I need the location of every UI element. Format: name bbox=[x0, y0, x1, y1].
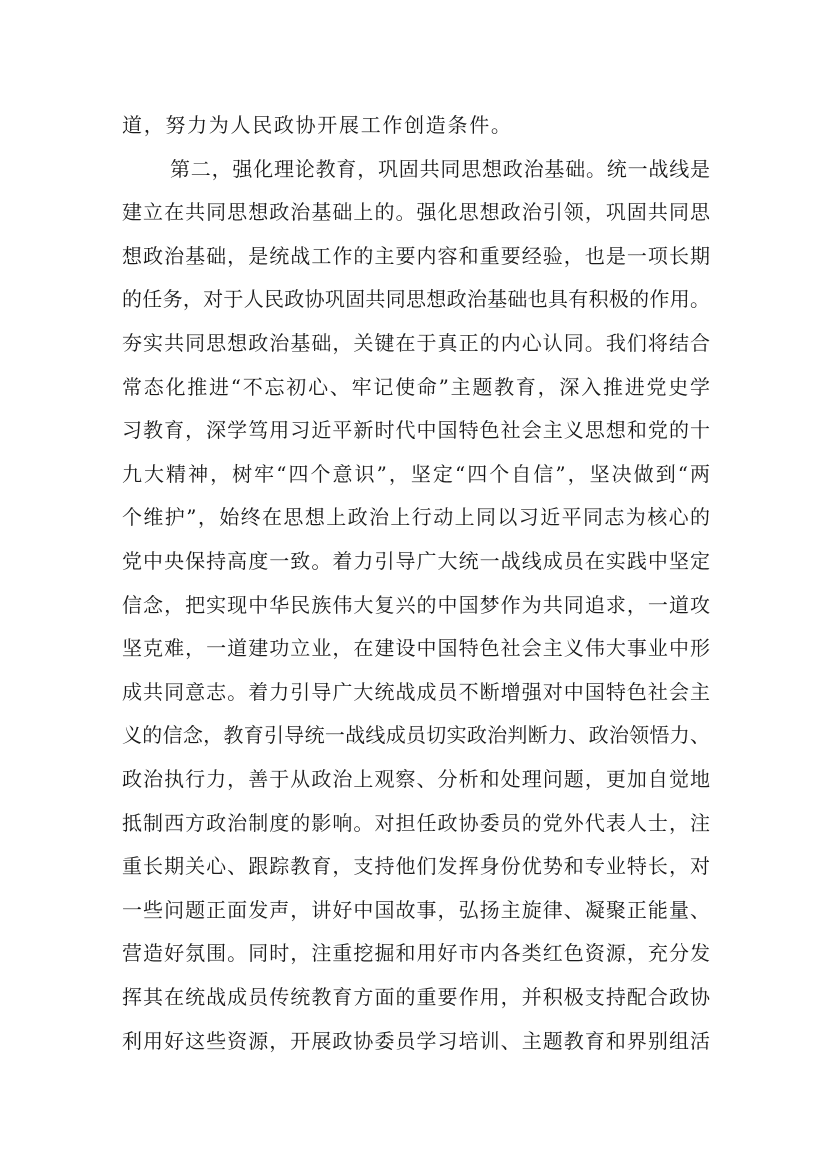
text-line: 的任务，对于人民政协巩固共同思想政治基础也具有积极的作用。 bbox=[122, 287, 710, 312]
text-line: 个维护”，始终在思想上政治上行动上同以习近平同志为核心的 bbox=[122, 505, 710, 530]
text-line: 想政治基础，是统战工作的主要内容和重要经验，也是一项长期 bbox=[122, 243, 710, 268]
text-line: 营造好氛围。同时，注重挖掘和用好市内各类红色资源，充分发 bbox=[122, 941, 710, 966]
text-line: 党中央保持高度一致。着力引导广大统一战线成员在实践中坚定 bbox=[122, 549, 710, 573]
text-line: 习教育，深学笃用习近平新时代中国特色社会主义思想和党的十 bbox=[122, 418, 710, 443]
text-line: 夯实共同思想政治基础，关键在于真正的内心认同。我们将结合 bbox=[122, 331, 710, 355]
text-line: 信念，把实现中华民族伟大复兴的中国梦作为共同追求，一道攻 bbox=[122, 592, 710, 617]
text-line: 常态化推进“不忘初心、牢记使命”主题教育，深入推进党史学 bbox=[122, 374, 710, 399]
text-line: 第二，强化理论教育，巩固共同思想政治基础。统一战线是 bbox=[170, 156, 710, 181]
text-line: 政治执行力，善于从政治上观察、分析和处理问题，更加自觉地 bbox=[122, 767, 710, 791]
text-line: 抵制西方政治制度的影响。对担任政协委员的党外代表人士，注 bbox=[122, 810, 710, 835]
text-line: 建立在共同思想政治基础上的。强化思想政治引领，巩固共同思 bbox=[122, 200, 710, 225]
text-line: 道，努力为人民政协开展工作创造条件。 bbox=[122, 113, 513, 137]
text-line: 义的信念，教育引导统一战线成员切实政治判断力、政治领悟力、 bbox=[122, 723, 710, 748]
text-line: 成共同意志。着力引导广大统战成员不断增强对中国特色社会主 bbox=[122, 679, 710, 704]
text-line: 挥其在统战成员传统教育方面的重要作用，并积极支持配合政协 bbox=[122, 985, 710, 1009]
text-line: 利用好这些资源，开展政协委员学习培训、主题教育和界别组活 bbox=[122, 1028, 710, 1053]
text-line: 九大精神，树牢“四个意识”，坚定“四个自信”，坚决做到“两 bbox=[122, 461, 710, 486]
text-line: 一些问题正面发声，讲好中国故事，弘扬主旋律、凝聚正能量、 bbox=[122, 897, 710, 922]
text-line: 重长期关心、跟踪教育，支持他们发挥身份优势和专业特长，对 bbox=[122, 854, 710, 879]
text-line: 坚克难，一道建功立业，在建设中国特色社会主义伟大事业中形 bbox=[122, 636, 710, 661]
